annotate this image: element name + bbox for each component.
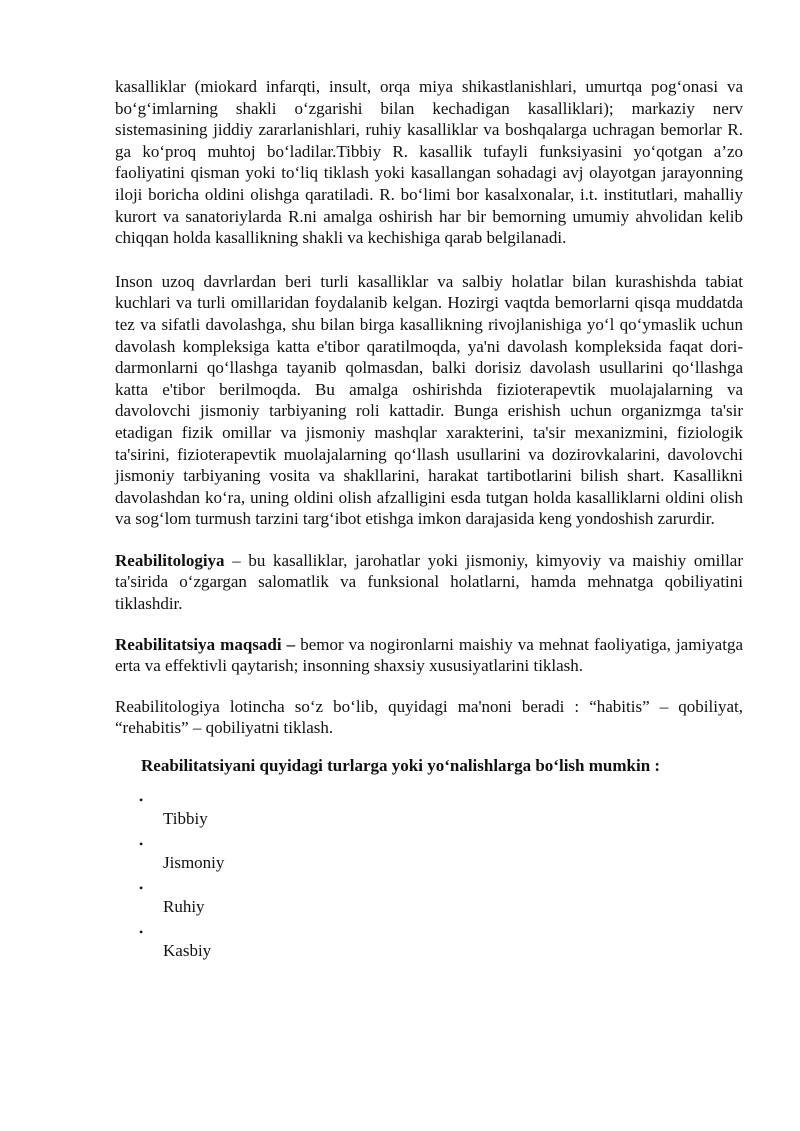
paragraph-1: kasalliklar (miokard infarqti, insult, orqa miya shikastlanishlari, umurtqa pog‘onasi va bo‘g‘imlarning shakli o‘zgarishi bilan kechadigan kasalliklari); markaziy nerv sistemasining jiddiy zararlanishlari, ruhiy kasalliklar va boshqalarga uchragan bemorlar R. ga ko‘proq muhtoj bo‘ladilar.Tibbiy R. kasallik tufayli funksiyasini yo‘qotgan a’zo faoliyatini qisman yoki to‘liq tiklash yoki kasallangan sohadagi avj olayotgan jarayonning iloji boricha oldini olishga qaratiladi. R. bo‘limi bor kasalxonalar, i.t. institutlari, mahalliy kurort va sanatoriylarda R.ni amalga oshirish har bir bemorning umumiy ahvolidan kelib chiqqan holda kasallikning shakli va kechishiga qarab belgilanadi. bbox=[115, 77, 743, 248]
types-list bbox=[115, 794, 743, 970]
list-item-label: Ruhiy bbox=[163, 897, 205, 917]
bullet-icon: • bbox=[139, 793, 144, 808]
list-item bbox=[115, 794, 743, 838]
bullet-icon: • bbox=[139, 881, 144, 896]
paragraph-4-text: bemor va nogironlarni maishiy va mehnat faoliyatiga, jamiyatga erta va effektivli qaytarish; insonning shaxsiy xususiyatlarini tiklash. bbox=[115, 634, 743, 676]
list-item bbox=[115, 926, 743, 970]
bullet-icon: • bbox=[139, 837, 144, 852]
list-item-label: Jismoniy bbox=[163, 853, 225, 873]
paragraph-3-text: – bu kasalliklar, jarohatlar yoki jismoniy, kimyoviy va maishiy omillar ta'sirida o‘zgargan salomatlik va funksional holatlarni, hamda mehnatga qobiliyatini tiklashdir. bbox=[115, 550, 743, 614]
paragraph-5: Reabilitologiya lotincha so‘z bo‘lib, quyidagi ma'noni beradi : “habitis” – qobiliyat, “rehabitis” – qobiliyatni tiklash. bbox=[115, 696, 743, 738]
list-item bbox=[115, 838, 743, 882]
list-item bbox=[115, 882, 743, 926]
paragraph-2: Inson uzoq davrlardan beri turli kasalliklar va salbiy holatlar bilan kurashishda tabiat kuchlari va turli omillaridan foydalanib kelgan. Hozirgi vaqtda bemorlarni qisqa muddatda tez va sifatli davolashga, shu bilan birga kasallikning rivojlanishiga yo‘l qo‘ymaslik uchun davolash kompleksiga katta e'tibor qaratilmoqda, ya'ni davolash kompleksida faqat dori-darmonlarni qo‘llashga tayanib qolmasdan, balki dorisiz davolash usullarini qo‘llashga katta e'tibor berilmoqda. Bu amalga oshirishda fizioterapevtik muolajalarning va davolovchi jismoniy tarbiyaning roli kattadir. Bunga erishish uchun organizmga ta'sir etadigan fizik omillar va jismoniy mashqlar xarakterini, ta'sir mexanizmini, fiziologik ta'sirini, fizioterapevtik muolajalarning qo‘llash usullarini va dozirovkalarini, davolovchi jismoniy tarbiyaning vosita va shakllarini, harakat tartibotlarini bilish shart. Kasallikni davolashdan ko‘ra, uning oldini olish afzalligini esda tutgan holda kasalliklarni oldini olish va sog‘lom turmush tarzini targ‘ibot etishga imkon darajasida keng yondoshish zarurdir. bbox=[115, 271, 743, 529]
list-item-label: Kasbiy bbox=[163, 941, 212, 961]
list-item-label: Tibbiy bbox=[163, 809, 208, 829]
bullet-icon: • bbox=[139, 925, 144, 940]
term-reabilitologiya: Reabilitologiya bbox=[115, 550, 225, 570]
term-reabilitatsiya-maqsadi: Reabilitatsiya maqsadi – bbox=[115, 634, 296, 654]
paragraph-4 bbox=[115, 634, 743, 677]
paragraph-3 bbox=[115, 550, 743, 615]
section-heading: Reabilitatsiyani quyidagi turlarga yoki yo‘nalishlarga bo‘lish mumkin : bbox=[141, 756, 661, 776]
